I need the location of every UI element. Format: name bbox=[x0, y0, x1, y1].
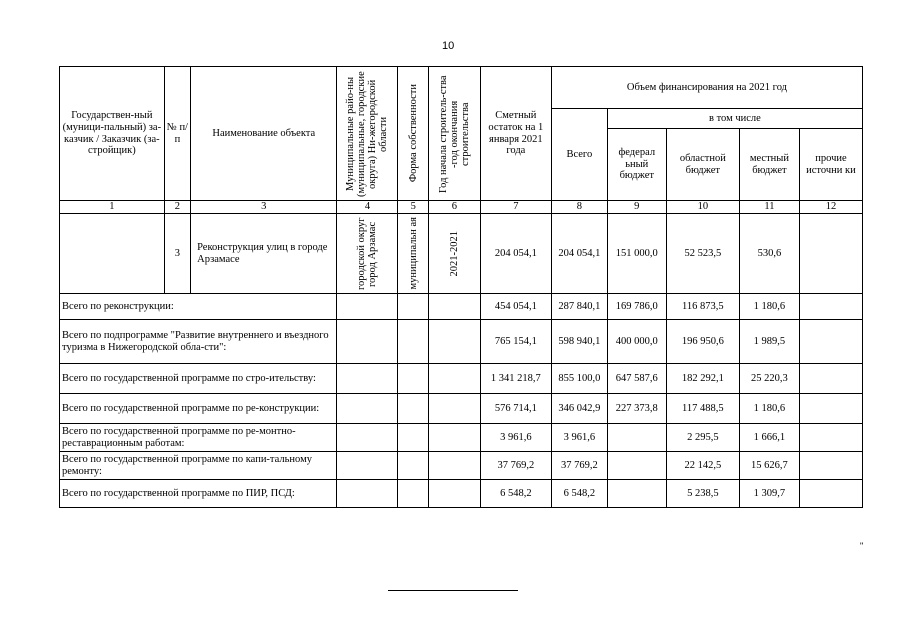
object-other bbox=[799, 214, 862, 294]
header-municipality-text: Муниципальные райо-ны (муниципальные, городские округа) Ни-жегородской области bbox=[345, 70, 390, 197]
header-local: местный бюджет bbox=[739, 129, 799, 201]
total-balance: 1 341 218,7 bbox=[480, 364, 551, 394]
total-row bbox=[60, 294, 863, 320]
col-number: 11 bbox=[739, 201, 799, 214]
object-row bbox=[60, 214, 863, 294]
header-ownership-text: Форма собственности bbox=[407, 84, 419, 183]
total-total: 598 940,1 bbox=[551, 320, 607, 364]
page-number: 10 bbox=[442, 40, 455, 52]
empty-cell bbox=[398, 364, 428, 394]
header-ownership bbox=[398, 67, 428, 201]
col-number: 8 bbox=[551, 201, 607, 214]
total-regional: 196 950,6 bbox=[666, 320, 739, 364]
object-federal: 151 000,0 bbox=[607, 214, 666, 294]
header-municipality bbox=[337, 67, 398, 201]
total-local: 15 626,7 bbox=[739, 452, 799, 480]
total-row bbox=[60, 480, 863, 508]
object-total: 204 054,1 bbox=[551, 214, 607, 294]
financing-table bbox=[59, 66, 863, 508]
object-customer bbox=[60, 214, 165, 294]
total-other bbox=[799, 394, 862, 424]
header-num: № п/п bbox=[164, 67, 190, 201]
header-including: в том числе bbox=[607, 109, 862, 129]
empty-cell bbox=[428, 452, 480, 480]
object-name: Реконструкция улиц в городе Арзамасе bbox=[191, 214, 337, 294]
total-local: 25 220,3 bbox=[739, 364, 799, 394]
header-federal: федерал ьный бюджет bbox=[607, 129, 666, 201]
empty-cell bbox=[428, 320, 480, 364]
empty-cell bbox=[337, 480, 398, 508]
empty-cell bbox=[337, 364, 398, 394]
total-other bbox=[799, 320, 862, 364]
total-local: 1 666,1 bbox=[739, 424, 799, 452]
header-total: Всего bbox=[551, 109, 607, 201]
header-financing: Объем финансирования на 2021 год bbox=[551, 67, 862, 109]
total-balance: 576 714,1 bbox=[480, 394, 551, 424]
empty-cell bbox=[398, 452, 428, 480]
total-balance: 37 769,2 bbox=[480, 452, 551, 480]
empty-cell bbox=[428, 364, 480, 394]
header-other: прочие источни ки bbox=[799, 129, 862, 201]
total-label: Всего по государственной программе по ПИР, ПСД: bbox=[60, 480, 337, 508]
empty-cell bbox=[337, 424, 398, 452]
total-row bbox=[60, 394, 863, 424]
object-num: 3 bbox=[164, 214, 190, 294]
total-other bbox=[799, 424, 862, 452]
total-federal: 647 587,6 bbox=[607, 364, 666, 394]
header-years bbox=[428, 67, 480, 201]
total-label: Всего по государственной программе по стро-ительству: bbox=[60, 364, 337, 394]
object-municipality-text: городской округ город Арзамас bbox=[356, 217, 379, 290]
total-total: 287 840,1 bbox=[551, 294, 607, 320]
total-balance: 6 548,2 bbox=[480, 480, 551, 508]
empty-cell bbox=[428, 294, 480, 320]
object-ownership-text: муниципальн ая bbox=[407, 217, 419, 290]
object-years bbox=[428, 214, 480, 294]
total-total: 6 548,2 bbox=[551, 480, 607, 508]
total-federal bbox=[607, 452, 666, 480]
col-number: 9 bbox=[607, 201, 666, 214]
empty-cell bbox=[398, 480, 428, 508]
empty-cell bbox=[398, 320, 428, 364]
total-other bbox=[799, 364, 862, 394]
empty-cell bbox=[337, 394, 398, 424]
total-local: 1 180,6 bbox=[739, 294, 799, 320]
empty-cell bbox=[337, 452, 398, 480]
col-number: 2 bbox=[164, 201, 190, 214]
object-years-text: 2021-2021 bbox=[448, 230, 460, 277]
object-regional: 52 523,5 bbox=[666, 214, 739, 294]
col-number: 3 bbox=[191, 201, 337, 214]
total-label: Всего по государственной программе по ре-конструкции: bbox=[60, 394, 337, 424]
total-label: Всего по реконструкции: bbox=[60, 294, 337, 320]
total-regional: 5 238,5 bbox=[666, 480, 739, 508]
total-federal bbox=[607, 424, 666, 452]
col-number: 1 bbox=[60, 201, 165, 214]
object-municipality bbox=[337, 214, 398, 294]
total-regional: 182 292,1 bbox=[666, 364, 739, 394]
total-label: Всего по подпрограмме "Развитие внутреннего и въездного туризма в Нижегородской обла-сти": bbox=[60, 320, 337, 364]
totals-section bbox=[60, 294, 863, 508]
total-total: 855 100,0 bbox=[551, 364, 607, 394]
total-label: Всего по государственной программе по ре-монтно-реставрационным работам: bbox=[60, 424, 337, 452]
total-balance: 765 154,1 bbox=[480, 320, 551, 364]
total-label: Всего по государственной программе по капи-тальному ремонту: bbox=[60, 452, 337, 480]
total-row bbox=[60, 364, 863, 394]
total-other bbox=[799, 480, 862, 508]
total-total: 3 961,6 bbox=[551, 424, 607, 452]
empty-cell bbox=[428, 394, 480, 424]
empty-cell bbox=[428, 424, 480, 452]
total-regional: 2 295,5 bbox=[666, 424, 739, 452]
total-regional: 117 488,5 bbox=[666, 394, 739, 424]
total-other bbox=[799, 452, 862, 480]
total-local: 1 180,6 bbox=[739, 394, 799, 424]
col-number: 10 bbox=[666, 201, 739, 214]
total-balance: 454 054,1 bbox=[480, 294, 551, 320]
total-federal: 227 373,8 bbox=[607, 394, 666, 424]
total-row bbox=[60, 424, 863, 452]
column-number-row bbox=[60, 201, 863, 214]
empty-cell bbox=[428, 480, 480, 508]
col-number: 7 bbox=[480, 201, 551, 214]
total-local: 1 989,5 bbox=[739, 320, 799, 364]
header-regional: областной бюджет bbox=[666, 129, 739, 201]
object-ownership bbox=[398, 214, 428, 294]
total-other bbox=[799, 294, 862, 320]
object-balance: 204 054,1 bbox=[480, 214, 551, 294]
total-federal bbox=[607, 480, 666, 508]
footer-rule bbox=[388, 590, 518, 591]
header-years-text: Год начала строитель-ства -год окончания строительства bbox=[437, 74, 471, 193]
empty-cell bbox=[337, 294, 398, 320]
col-number: 12 bbox=[799, 201, 862, 214]
total-federal: 400 000,0 bbox=[607, 320, 666, 364]
total-local: 1 309,7 bbox=[739, 480, 799, 508]
header-object-name: Наименование объекта bbox=[191, 67, 337, 201]
col-number: 6 bbox=[428, 201, 480, 214]
empty-cell bbox=[398, 394, 428, 424]
col-number: 4 bbox=[337, 201, 398, 214]
total-total: 37 769,2 bbox=[551, 452, 607, 480]
header-balance: Сметный остаток на 1 января 2021 года bbox=[480, 67, 551, 201]
total-federal: 169 786,0 bbox=[607, 294, 666, 320]
header-customer: Государствен-ный (муници-пальный) за-казчик / Заказчик (за-стройщик) bbox=[60, 67, 165, 201]
total-regional: 22 142,5 bbox=[666, 452, 739, 480]
total-row bbox=[60, 452, 863, 480]
empty-cell bbox=[337, 320, 398, 364]
stray-mark: " bbox=[860, 541, 864, 551]
col-number: 5 bbox=[398, 201, 428, 214]
empty-cell bbox=[398, 294, 428, 320]
object-local: 530,6 bbox=[739, 214, 799, 294]
total-balance: 3 961,6 bbox=[480, 424, 551, 452]
total-regional: 116 873,5 bbox=[666, 294, 739, 320]
empty-cell bbox=[398, 424, 428, 452]
total-row bbox=[60, 320, 863, 364]
total-total: 346 042,9 bbox=[551, 394, 607, 424]
